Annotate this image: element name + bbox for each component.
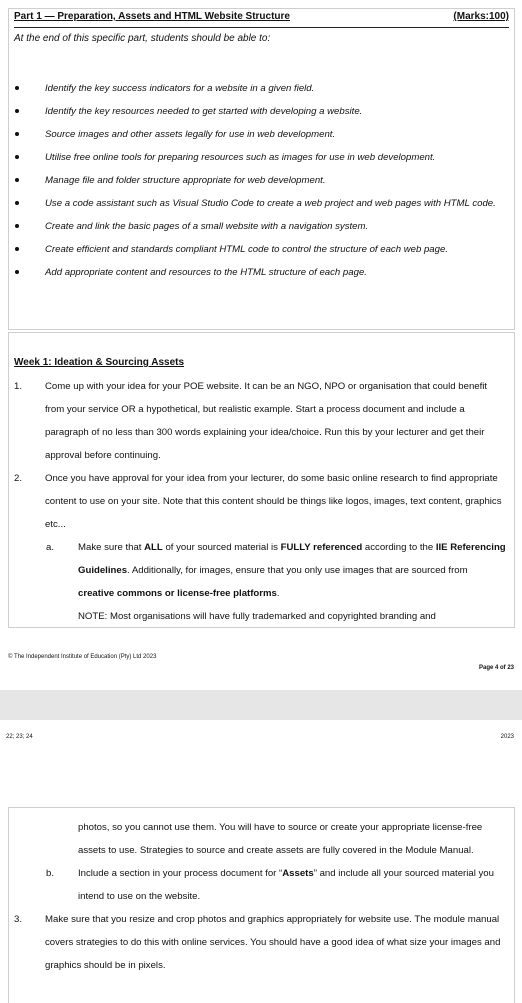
step-1: [9, 375, 514, 467]
note-text: NOTE: Most organisations will have fully trademarked and copyrighted branding and: [78, 611, 436, 622]
outcome-item: Add appropriate content and resources to the HTML structure of each page.: [9, 261, 514, 284]
outcomes-intro: At the end of this specific part, students should be able to:: [14, 33, 271, 44]
outcome-item: Identify the key resources needed to get started with developing a website.: [9, 100, 514, 123]
bullet-icon: [15, 155, 19, 159]
learning-outcomes-box: [8, 8, 515, 330]
document-page-5: [0, 720, 522, 1003]
step-3: [9, 908, 514, 977]
outcome-item: Use a code assistant such as Visual Studio Code to create a web project and web pages with HTML code.: [9, 192, 514, 215]
step-text: Come up with your idea for your POE website. It can be an NGO, NPO or organisation that could benefit from your service OR a hypothetical, but realistic example. Start a process document and include a paragraph of no less than 300 words explaining your idea/choice. Run this by your lecturer and get their approval before continuing.: [45, 381, 488, 461]
bullet-icon: [15, 86, 19, 90]
step-number: 3.: [14, 914, 23, 925]
bullet-icon: [15, 224, 19, 228]
page-header-left: 22; 23; 24: [6, 734, 33, 740]
week1-box: [8, 332, 515, 628]
substep-letter: a.: [46, 542, 55, 553]
marks-label: (Marks:100): [453, 11, 509, 22]
substep-a: a. Make sure that ALL of your sourced material is FULLY referenced according to the IIE Referencing Guidelines. Additionally, for images, ensure that you only use images that are sourced from creative commons or license-free platforms.: [9, 536, 514, 605]
continued-steps: [9, 816, 514, 977]
copyright-footer: © The Independent Institute of Education (Pty) Ltd 2023: [8, 654, 157, 660]
outcome-item: Create and link the basic pages of a small website with a navigation system.: [9, 215, 514, 238]
bullet-icon: [15, 247, 19, 251]
page-header-year: 2023: [500, 734, 514, 740]
bullet-icon: [15, 132, 19, 136]
bullet-icon: [15, 109, 19, 113]
part-title: Part 1 — Preparation, Assets and HTML Website Structure: [14, 11, 290, 22]
page-gap: [0, 690, 522, 720]
substep-a-note: [9, 605, 514, 628]
outcome-item: Create efficient and standards compliant HTML code to control the structure of each web page.: [9, 238, 514, 261]
substep-b: b. Include a section in your process document for “Assets” and include all your sourced material you intend to use on the website.: [9, 862, 514, 908]
outcome-item: Source images and other assets legally for use in web development.: [9, 123, 514, 146]
step-text: Once you have approval for your idea from your lecturer, do some basic online research to find appropriate content to use on your site. Note that this content should be things like logos, images, text content, graphics etc...: [45, 473, 502, 530]
step-number: 2.: [14, 473, 23, 484]
week1-steps: [9, 375, 514, 628]
substep-a-continued: photos, so you cannot use them. You will have to source or create your appropriate license-free assets to use. Strategies to source and create assets are fully covered in the Module Manual.: [78, 822, 483, 856]
substep-letter: b.: [46, 868, 55, 879]
outcome-item: Utilise free online tools for preparing resources such as images for use in web development.: [9, 146, 514, 169]
bullet-icon: [15, 201, 19, 205]
step-number: 1.: [14, 381, 23, 392]
page-number: Page 4 of 23: [478, 665, 514, 671]
week1-continued-box: [8, 807, 515, 1003]
week-title: Week 1: Ideation & Sourcing Assets: [14, 357, 185, 368]
bullet-icon: [15, 178, 19, 182]
outcomes-list: [9, 77, 514, 284]
step-text: Make sure that you resize and crop photos and graphics appropriately for website use. The module manual covers strategies to do this with online services. You should have a good idea of what size your images and graphics should be in pixels.: [45, 914, 501, 971]
step-2: [9, 467, 514, 536]
outcome-item: Manage file and folder structure appropriate for web development.: [9, 169, 514, 192]
outcome-item: Identify the key success indicators for a website in a given field.: [9, 77, 514, 100]
part-title-bar: [14, 11, 509, 28]
bullet-icon: [15, 270, 19, 274]
